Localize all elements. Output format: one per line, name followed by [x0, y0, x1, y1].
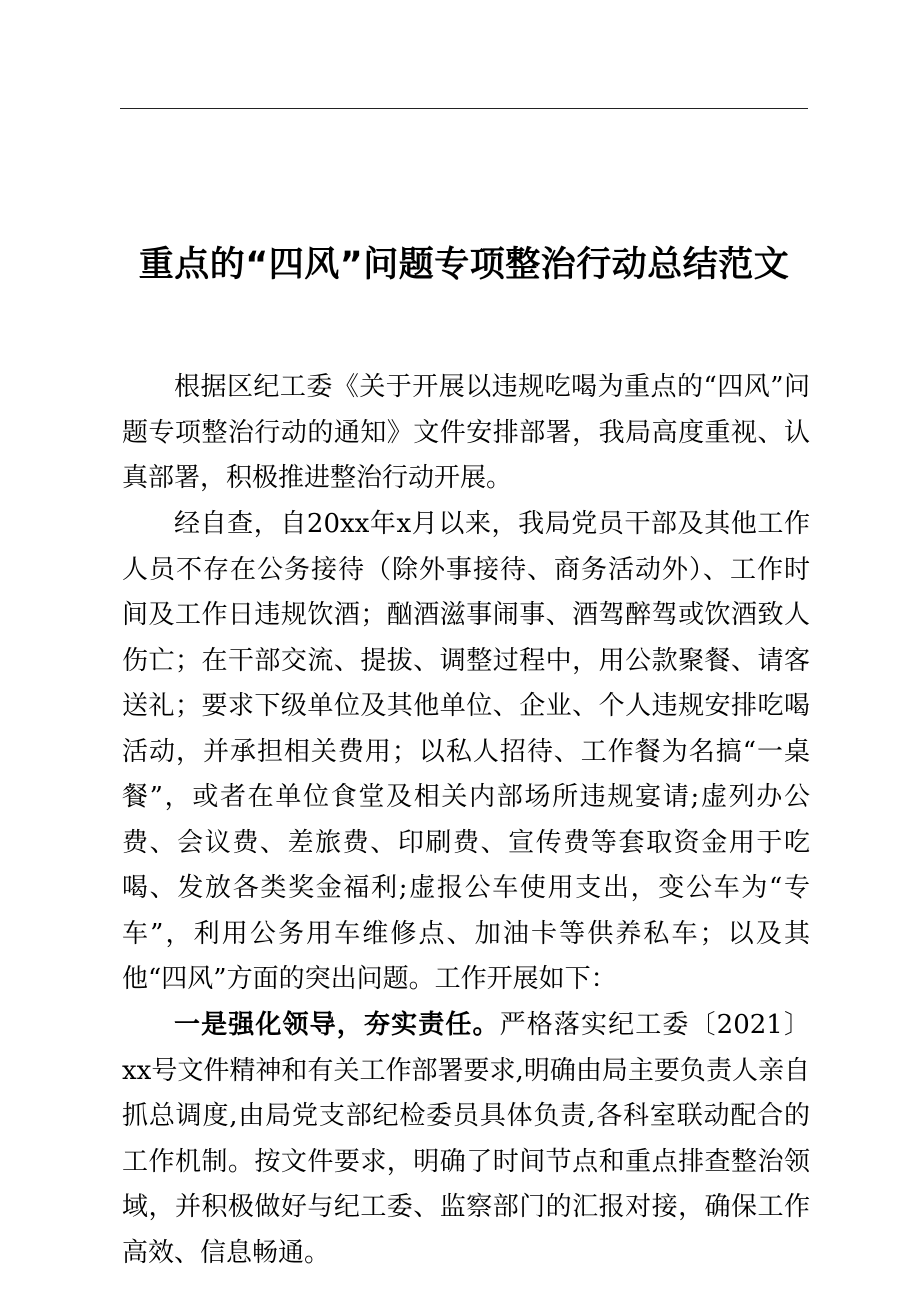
paragraph-lead-heading: 一是强化领导，夯实责任。: [174, 1010, 500, 1040]
paragraph-intro: 根据区纪工委《关于开展以违规吃喝为重点的“四风”问题专项整治行动的通知》文件安排部署，我局高度重视、认真部署，积极推进整治行动开展。: [122, 372, 810, 493]
document-body: [122, 365, 810, 1276]
paragraph-leadership: [122, 1003, 810, 1276]
header-rule: [120, 108, 808, 109]
paragraph-leadership-text: 严格落实纪工委〔2021〕xx号文件精神和有关工作部署要求,明确由局主要负责人亲自抓总调度,由局党支部纪检委员具体负责,各科室联动配合的工作机制。按文件要求，明确了时间节点和重点排查整治领域，并积极做好与纪工委、监察部门的汇报对接，确保工作高效、信息畅通。: [122, 1010, 810, 1268]
document-title: 重点的“四风”问题专项整治行动总结范文: [138, 245, 790, 285]
paragraph-self-check: 经自查，自20xx年x月以来，我局党员干部及其他工作人员不存在公务接待（除外事接待、商务活动外）、工作时间及工作日违规饮酒；酗酒滋事闹事、酒驾醉驾或饮酒致人伤亡；在干部交流、提拔、调整过程中，用公款聚餐、请客送礼；要求下级单位及其他单位、企业、个人违规安排吃喝活动，并承担相关费用；以私人招待、工作餐为名搞“一桌餐”，或者在单位食堂及相关内部场所违规宴请;虚列办公费、会议费、差旅费、印刷费、宣传费等套取资金用于吃喝、发放各类奖金福利;虚报公车使用支出，变公车为“专车”，利用公务用车维修点、加油卡等供养私车；以及其他“四风”方面的突出问题。工作开展如下：: [122, 509, 810, 994]
